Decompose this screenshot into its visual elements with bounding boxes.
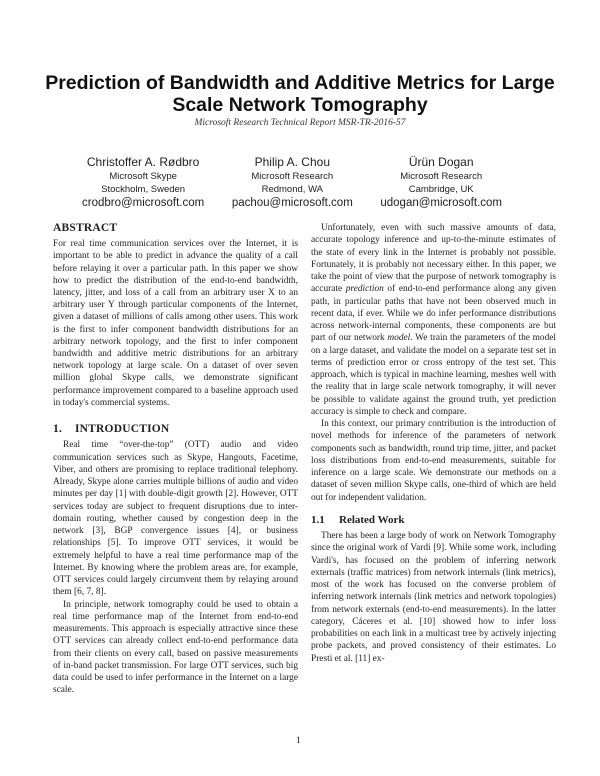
section-title: INTRODUCTION	[75, 423, 170, 436]
related-work-paragraph: There has been a large body of work on Network Tomography since the original work of Vardi [9]. While some work, including Vardi's, has focused on the problem of inferring network externals (traffic matrices) from network internals (link metrics), most of the work has focused on the converse problem of inferring network internals (link metrics and network topologies) from network externals (end-to-end measurements). In the latter category, Cáceres et al. [10] showed how to infer loss probabilities on each link in a multicast tree by actively injecting probe packets, and proved consistency of their estimates. Lo Presti et al. [11] ex-	[311, 531, 556, 664]
abstract-heading: ABSTRACT	[53, 222, 118, 234]
paper-subtitle: Microsoft Research Technical Report MSR-TR-2016-57	[194, 118, 406, 128]
text-run: . We train the parameters of the model on a large dataset, and validate the model on a separate test set in terms of prediction error or cross entropy of the test set. This approach, which is typical in machine learning, meshes well with the reality that in large scale network tomography, it will never be possible to validate against the ground truth, yet prediction accuracy is simple to check and compare.	[311, 333, 556, 417]
intro-paragraph-1: Real time “over-the-top” (OTT) audio and video communication services such as Skype, Hangouts, Facetime, Viber, and others are promising to replace traditional telephony. Already, Skype alone carries multiple billions of audio and video minutes per day [1] with double-digit growth [2]. However, OTT services today are subject to frequent disruptions due to inter-domain routing, whether caused by congestion deep in the network [3], BGP convergence issues [4], or business relationships [5]. To improve OTT services, it would be extremely helpful to have a real time performance map of the Internet. By knowing where the problem areas are, for example, OTT services could largely circumvent them by relaying around them [6, 7, 8].	[53, 440, 298, 598]
subsection-heading-related-work	[311, 514, 556, 526]
author-email: crodbro@microsoft.com	[82, 197, 205, 209]
abstract-text: For real time communication services over the Internet, it is important to be able to predict in advance the quality of a call before relaying it over a particular path. In this paper we show how to predict the distribution of the end-to-end bandwidth, latency, jitter, and loss of a call from an arbitrary user X to an arbitrary user Y through particular components of the Internet, given a dataset of millions of calls among other users. This work is the first to infer component bandwidth distributions for an arbitrary network topology, and the first to infer component bandwidth and additive metric distributions for an arbitrary network topology at large scale. On a dataset of over seven million global Skype calls, we demonstrate significant performance improvement compared to a baseline approach used in today's commercial systems.	[53, 239, 298, 408]
subsection-number: 1.1	[311, 513, 325, 526]
left-column	[53, 222, 298, 697]
author-name: Ürün Dogan	[408, 155, 474, 169]
author-block	[82, 155, 502, 210]
author-1	[82, 155, 204, 210]
emphasis-model: model	[387, 333, 411, 344]
author-2	[232, 155, 353, 210]
right-column	[311, 222, 556, 665]
intro-paragraph-4: In this context, our primary contribution is the introduction of novel methods for inference of the parameters of network components such as bandwidth, round trip time, jitter, and packet loss distributions from end-to-end measurements, suitable for inference on a large scale. We demonstrate our methods on a dataset of seven million Skype calls, one-third of which are held out for independent validation.	[311, 419, 556, 503]
author-email: udogan@microsoft.com	[380, 197, 502, 209]
subsection-title: Related Work	[339, 513, 405, 526]
section-number: 1.	[53, 423, 63, 436]
author-affiliation: Microsoft Research	[251, 171, 334, 182]
author-name: Christoffer A. Rødbro	[86, 155, 200, 169]
author-3	[380, 155, 502, 210]
paper-title: Prediction of Bandwidth and Additive Metrics for Large Scale Network Tomography	[45, 72, 555, 116]
text-run: of end-to-end performance along any given path, in particular paths that have not been observed much in recent data, if ever. While we do infer performance distributions across network-internal components, these components are but part of our network	[311, 284, 557, 344]
intro-paragraph-2: In principle, network tomography could be used to obtain a real time performance map of the Internet from end-to-end measurements. This approach is especially attractive since these OTT services can already collect end-to-end performance data from their clients on every call, based on passive measurements of in-band packet transmission. For large OTT services, such big data could be used to infer performance in the Internet on a large scale.	[53, 599, 298, 696]
intro-paragraph-3	[311, 222, 556, 418]
author-location: Redmond, WA	[261, 184, 324, 195]
author-name: Philip A. Chou	[254, 155, 330, 169]
text-run: Unfortunately, even with such massive amounts of data, accurate topology inference and up-to-the-minute estimates of the state of every link in the Internet is probably not possible. Fortunately, it is probably not necessary either. In this paper, we take the point of view that the purpose of network tomography is accurate	[311, 223, 556, 295]
emphasis-prediction: prediction	[345, 284, 384, 295]
page-number: 1	[296, 736, 301, 746]
author-location: Cambridge, UK	[408, 184, 474, 195]
section-heading-introduction	[53, 423, 298, 435]
author-affiliation: Microsoft Research	[400, 171, 483, 182]
author-email: pachou@microsoft.com	[231, 197, 353, 209]
author-affiliation: Microsoft Skype	[109, 171, 177, 182]
author-location: Stockholm, Sweden	[101, 184, 186, 195]
